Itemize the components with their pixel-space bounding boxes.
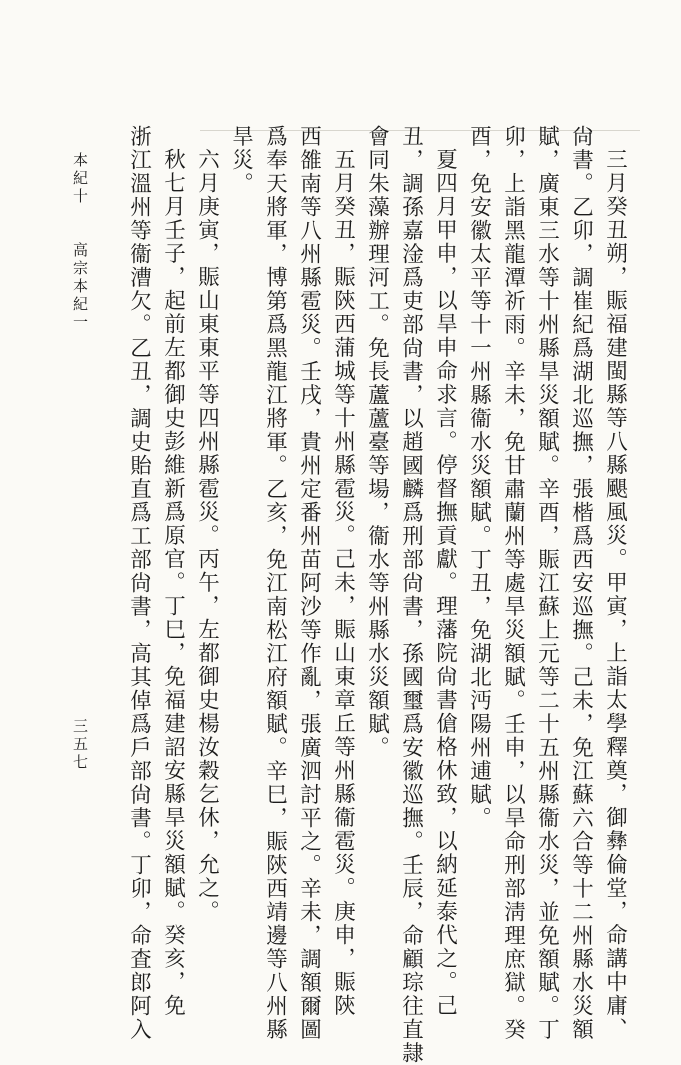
text-column-15: 浙江溫州等衞漕欠。乙丑，調史貽直爲工部尙書，高其倬爲戶部尙書。丁卯，命査郎阿入 bbox=[126, 125, 152, 1042]
text-column-11: 爲奉天將軍，博第爲黑龍江將軍。乙亥，免江南松江府額賦。辛巳，賑陝西靖邊等八州縣 bbox=[262, 125, 288, 1042]
text-column-13: 六月庚寅，賑山東東平等四州縣雹災。丙午，左都御史楊汝穀乞休，允之。 bbox=[194, 148, 220, 924]
text-column-8: 會同朱藻辦理河工。免長蘆蘆臺等場，衞水等州縣水災額賦。 bbox=[364, 125, 390, 760]
text-column-3: 賦，廣東三水等十州縣旱災額賦。辛酉，賑江蘇上元等二十五州縣衞水災，並免額賦。丁 bbox=[534, 125, 560, 1042]
text-column-10: 西雒南等八州縣雹災。壬戌，貴州定番州苗阿沙等作亂，張廣泗討平之。辛未，調額爾圖 bbox=[296, 125, 322, 1042]
text-column-9: 五月癸丑，賑陝西蒲城等十州縣雹災。己未，賑山東章丘等州縣衞雹災。庚申，賑陝 bbox=[330, 148, 356, 1018]
text-column-5: 酉，免安徽太平等十一州縣衞水災額賦。丁丑，免湖北沔陽州逋賦。 bbox=[466, 125, 492, 830]
text-column-1: 三月癸丑朔，賑福建閩縣等八縣颶風災。甲寅，上詣太學釋奠，御彝倫堂，命講中庸、 bbox=[602, 148, 628, 1041]
text-column-2: 尙書。乙卯，調崔紀爲湖北巡撫，張楷爲西安巡撫。己未，免江蘇六合等十二州縣水災額 bbox=[568, 125, 594, 1042]
text-column-7: 丑，調孫嘉淦爲吏部尙書，以趙國麟爲刑部尙書，孫國璽爲安徽巡撫。壬辰，命顧琮往直隷 bbox=[398, 125, 424, 1065]
text-column-14: 秋七月壬子，起前左都御史彭維新爲原官。丁巳，免福建詔安縣旱災額賦。癸亥，免 bbox=[160, 148, 186, 1018]
text-column-4: 卯，上詣黑龍潭祈雨。辛未，免甘肅蘭州等處旱災額賦。壬申，以旱命刑部淸理庶獄。癸 bbox=[500, 125, 526, 1042]
chapter-running-head: 本紀十 高宗本紀一 bbox=[71, 152, 89, 332]
text-column-12: 旱災。 bbox=[228, 125, 254, 196]
text-column-6: 夏四月甲申，以旱申命求言。停督撫貢獻。理藩院尙書傖格休致，以納延泰代之。己 bbox=[432, 148, 458, 1018]
page-number: 三五七 bbox=[71, 718, 89, 772]
